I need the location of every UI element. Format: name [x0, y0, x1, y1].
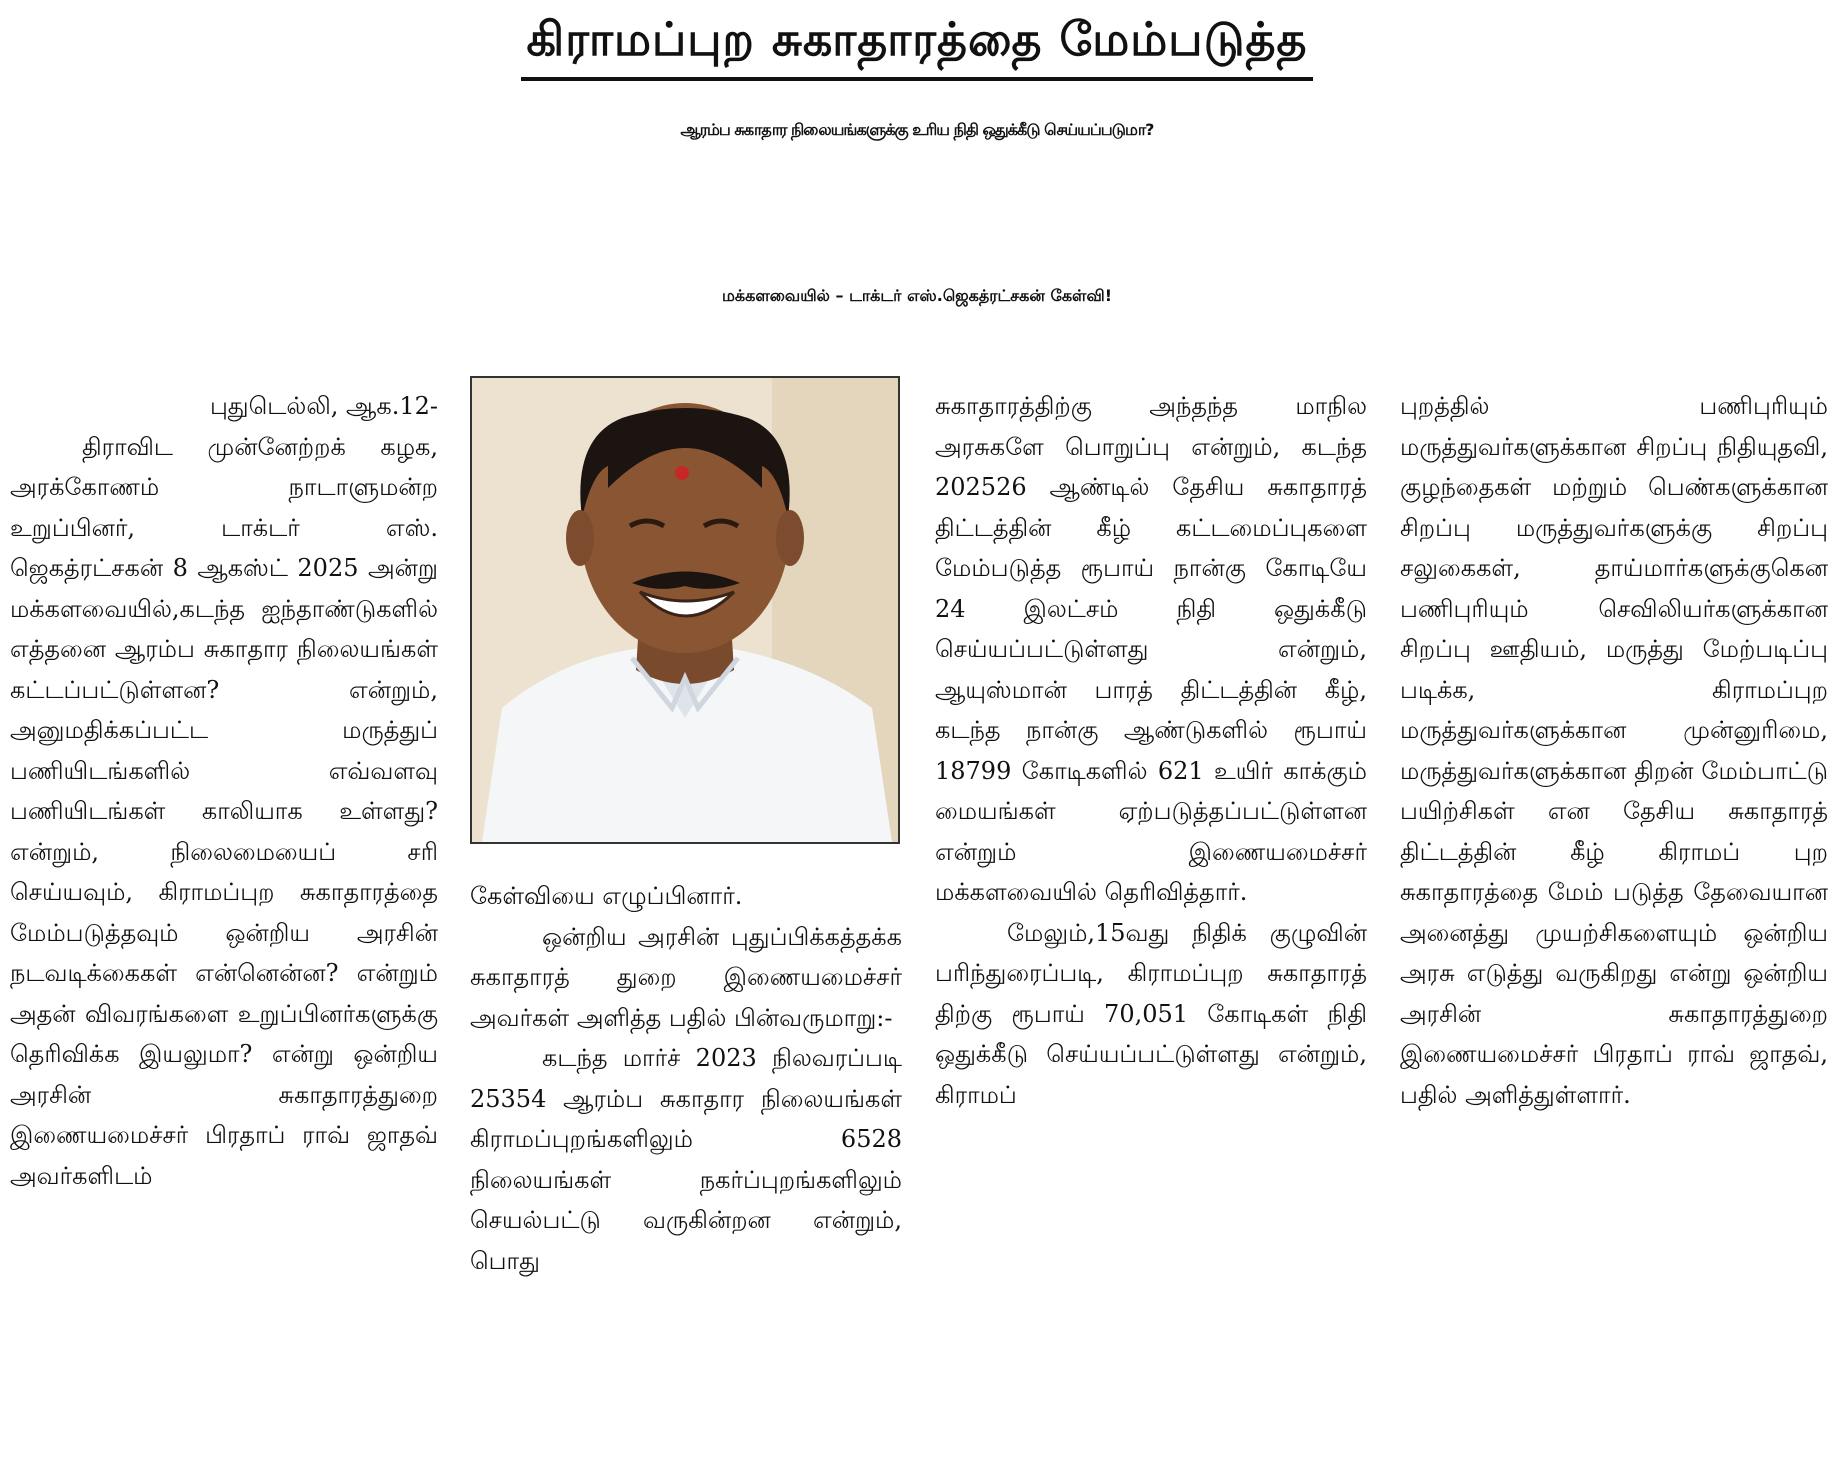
article-column-2 — [470, 876, 902, 1446]
article-column-4 — [1400, 386, 1828, 1446]
article-column-1 — [10, 386, 438, 1446]
portrait-photo-icon — [472, 378, 898, 842]
article-column-3 — [935, 386, 1367, 1446]
paragraph: திராவிட முன்னேற்றக் கழக, அரக்கோணம் நாடாளுமன்ற உறுப்பினர், டாக்டர் எஸ். ஜெகத்ரட்சகன் 8 ஆகஸ்ட் 2025 அன்று மக்களவையில்,கடந்த ஐந்தாண்டுகளில் எத்தனை ஆரம்ப சுகாதார நிலையங்கள் கட்டப்பட்டுள்ளன? என்றும், அனுமதிக்கப்பட்ட மருத்துப் பணியிடங்களில் எவ்வளவு பணியிடங்கள் காலியாக உள்ளது? என்றும், நிலைமையைப் சரி செய்யவும், கிராமப்புற சுகாதாரத்தை மேம்படுத்தவும் ஒன்றிய அரசின் நடவடிக்கைகள் என்னென்ன? என்றும் அதன் விவரங்களை உறுப்பினர்களுக்கு தெரிவிக்க இயலுமா? என்று ஒன்றிய அரசின் சுகாதாரத்துறை இணையமைச்சர் பிரதாப் ராவ் ஜாதவ் அவர்களிடம் — [10, 432, 438, 1190]
paragraph: ஒன்றிய அரசின் புதுப்பிக்கத்தக்க சுகாதாரத் துறை இணையமைச்சர் அவர்கள் அளித்த பதில் பின்வருமாறு:- — [470, 922, 902, 1032]
paragraph: கேள்வியை எழுப்பினார். — [470, 882, 743, 910]
kicker-text: கிராமப்புற சுகாதாரத்தை மேம்படுத்த — [521, 12, 1314, 81]
portrait-photo — [470, 376, 900, 844]
sub-headline: மக்களவையில் – டாக்டர் எஸ்.ஜெகத்ரட்சகன் கேள்வி! — [722, 286, 1112, 305]
paragraph: கடந்த மார்ச் 2023 நிலவரப்படி 25354 ஆரம்ப சுகாதார நிலையங்கள் கிராமப்புறங்களிலும் 6528 நிலையங்கள் நகர்ப்புறங்களிலும் செயல்பட்டு வருகின்றன என்றும், பொது — [470, 1044, 902, 1275]
paragraph: மேலும்,15வது நிதிக் குழுவின் பரிந்துரைப்படி, கிராமப்புற சுகாதாரத் திற்கு ரூபாய் 70,051 கோடிகள் நிதி ஒதுக்கீடு செய்யப்பட்டுள்ளது என்றும், கிராமப் — [935, 918, 1367, 1109]
dateline: புதுடெல்லி, ஆக.12- — [209, 392, 438, 420]
kicker-headline — [0, 12, 1834, 81]
main-headline: ஆரம்ப சுகாதார நிலையங்களுக்கு உரிய நிதி ஒதுக்கீடு செய்யப்படுமா? — [680, 120, 1154, 139]
paragraph: புறத்தில் பணிபுரியும் மருத்துவர்களுக்கான சிறப்பு நிதியுதவி, குழந்தைகள் மற்றும் பெண்களுக்கான சிறப்பு மருத்துவர்களுக்கு சிறப்பு சலுகைகள், தாய்மார்களுக்குகென பணிபுரியும் செவிலியர்களுக்கான சிறப்பு ஊதியம், மருத்து மேற்படிப்பு படிக்க, கிராமப்புற மருத்துவர்களுக்கான முன்னுரிமை, மருத்துவர்களுக்கான திறன் மேம்பாட்டு பயிற்சிகள் என தேசிய சுகாதாரத் திட்டத்தின் கீழ் கிராமப் புற சுகாதாரத்தை மேம் படுத்த தேவையான அனைத்து முயற்சிகளையும் ஒன்றிய அரசு எடுத்து வருகிறது என்று ஒன்றிய அரசின் சுகாதாரத்துறை இணையமைச்சர் பிரதாப் ராவ் ஜாதவ், பதில் அளித்துள்ளார். — [1400, 392, 1828, 1109]
paragraph: சுகாதாரத்திற்கு அந்தந்த மாநில அரசுகளே பொறுப்பு என்றும், கடந்த 202526 ஆண்டில் தேசிய சுகாதாரத் திட்டத்தின் கீழ் கட்டமைப்புகளை மேம்படுத்த ரூபாய் நான்கு கோடியே 24 இலட்சம் நிதி ஒதுக்கீடு செய்யப்பட்டுள்ளது என்றும், ஆயுஸ்மான் பாரத் திட்டத்தின் கீழ், கடந்த நான்கு ஆண்டுகளில் ரூபாய் 18799 கோடிகளில் 621 உயிர் காக்கும் மையங்கள் ஏற்படுத்தப்பட்டுள்ளன என்றும் இணையமைச்சர் மக்களவையில் தெரிவித்தார். — [935, 392, 1367, 906]
